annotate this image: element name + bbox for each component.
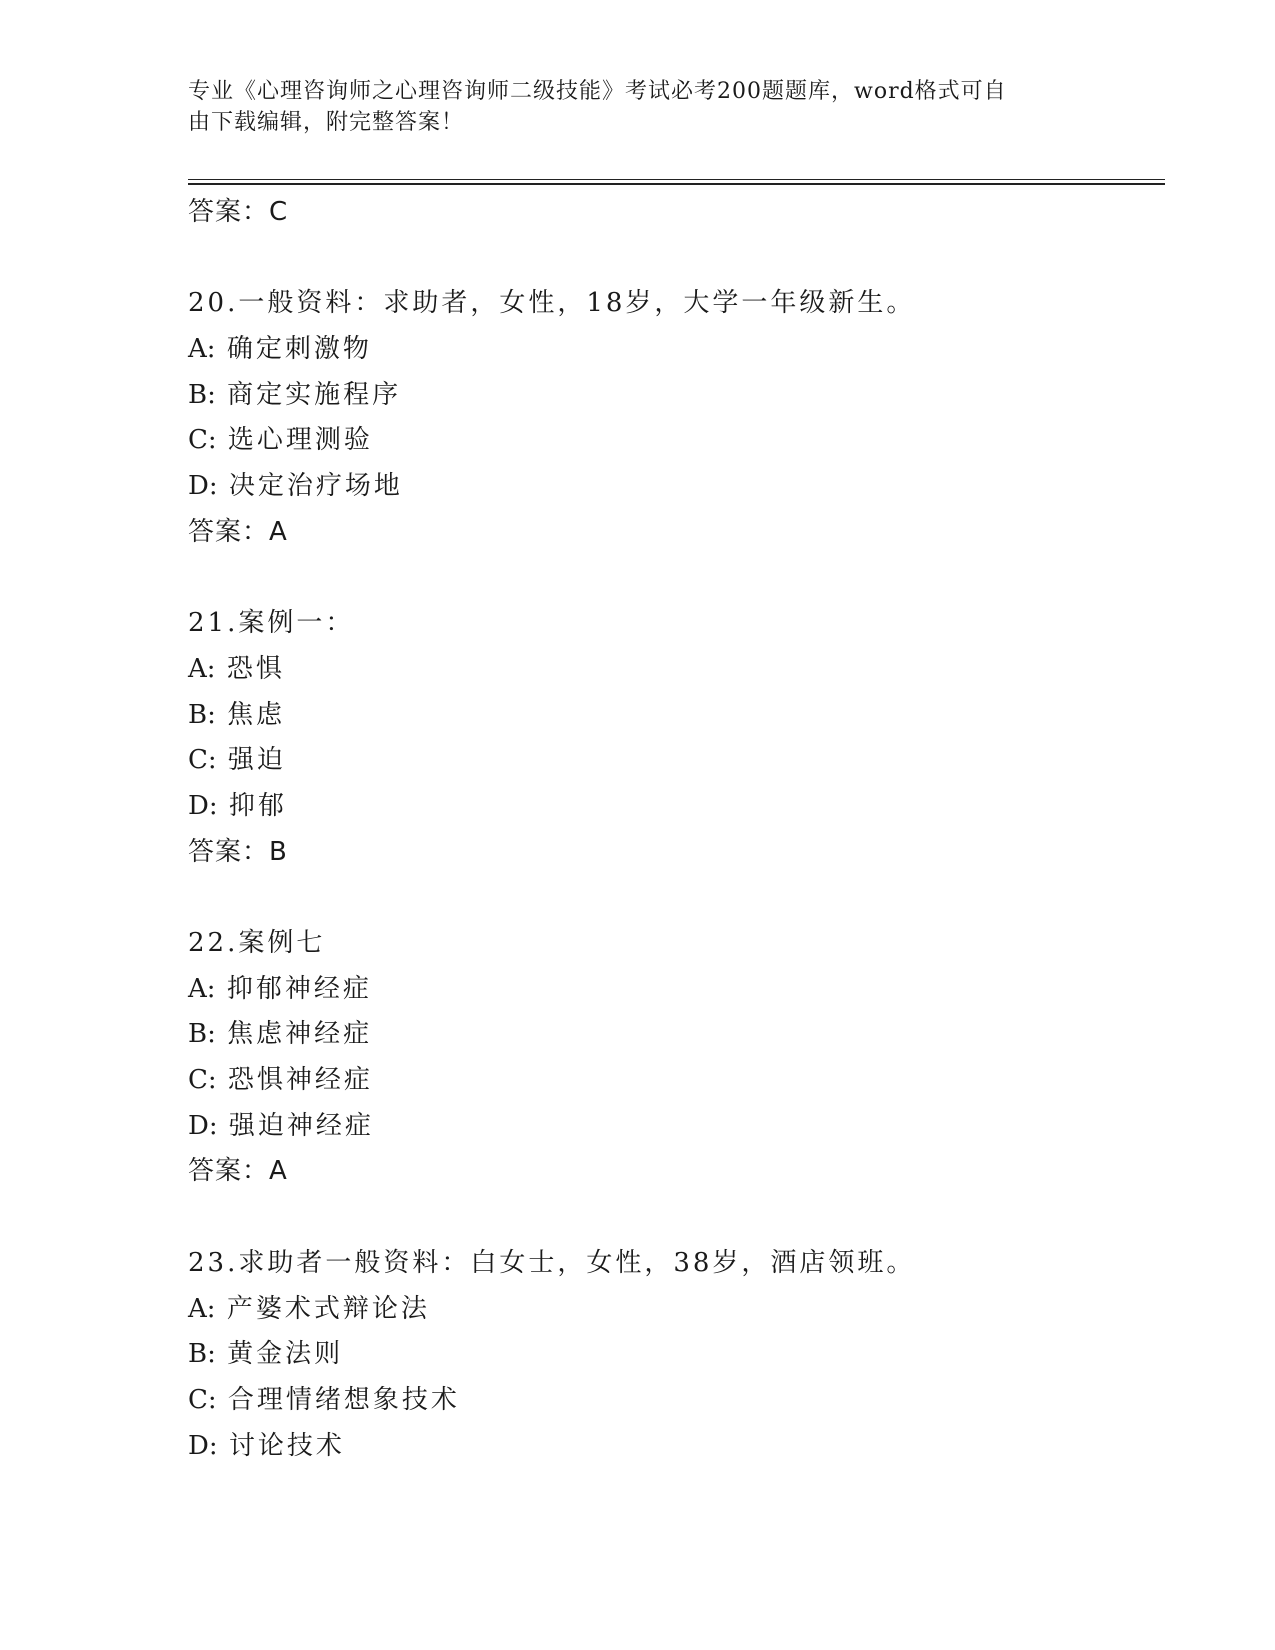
option-text: 选心理测验 [227, 425, 373, 456]
option-a [188, 647, 1165, 693]
question-stem: 21.案例一： [188, 608, 355, 639]
option-a [188, 327, 1165, 373]
option-c [188, 738, 1165, 784]
option-text: 讨论技术 [228, 1430, 345, 1461]
option-b [188, 373, 1165, 419]
header-rule-thick [188, 183, 1165, 185]
option-d [188, 1424, 1165, 1470]
question-block [188, 1241, 1165, 1469]
spacer [188, 875, 1165, 921]
option-text: 恐惧 [226, 653, 285, 684]
option-text: 抑郁神经症 [226, 973, 372, 1004]
question-list [188, 190, 1165, 1469]
header-intro-line-2: 由下载编辑，附完整答案！ [188, 110, 465, 135]
option-letter: B: [188, 1339, 216, 1370]
option-b [188, 693, 1165, 739]
option-letter: C: [188, 745, 217, 776]
question-answer [188, 510, 1165, 556]
option-text: 强迫 [227, 745, 286, 776]
previous-answer [188, 190, 1165, 236]
question-stem: 20.一般资料：求助者，女性，18岁，大学一年级新生。 [188, 288, 916, 319]
option-text: 强迫神经症 [228, 1110, 374, 1141]
answer-value: C [269, 197, 289, 227]
option-letter: B: [188, 699, 216, 730]
answer-label: 答案： [188, 1156, 270, 1187]
option-text: 合理情绪想象技术 [227, 1384, 460, 1415]
option-c [188, 1378, 1165, 1424]
option-letter: D: [188, 1430, 218, 1461]
option-letter: A: [188, 334, 216, 365]
option-letter: B: [188, 1019, 216, 1050]
answer-value: B [269, 836, 288, 867]
option-c [188, 418, 1165, 464]
question-answer [188, 1149, 1165, 1195]
question-block [188, 281, 1165, 555]
header-intro-line-1: 专业《心理咨询师之心理咨询师二级技能》考试必考200题题库，word格式可自 [188, 79, 1007, 104]
option-a [188, 967, 1165, 1013]
question-block [188, 601, 1165, 875]
option-text: 商定实施程序 [227, 379, 402, 410]
option-text: 焦虑神经症 [227, 1019, 373, 1050]
option-letter: C: [188, 425, 217, 456]
option-letter: A: [188, 973, 216, 1004]
option-c [188, 1058, 1165, 1104]
option-text: 产婆术式辩论法 [226, 1293, 430, 1324]
answer-label: 答案： [188, 197, 270, 227]
option-text: 恐惧神经症 [227, 1065, 373, 1096]
option-letter: D: [188, 790, 218, 821]
answer-value: A [269, 1156, 288, 1187]
option-a [188, 1287, 1165, 1333]
option-letter: A: [188, 653, 216, 684]
option-text: 焦虑 [227, 699, 286, 730]
header-rule-thin [188, 179, 1165, 180]
spacer [188, 236, 1165, 282]
option-text: 抑郁 [228, 790, 287, 821]
document-header [188, 76, 1068, 138]
option-letter: C: [188, 1384, 217, 1415]
option-text: 决定治疗场地 [228, 471, 403, 502]
question-answer [188, 830, 1165, 876]
answer-label: 答案： [188, 836, 270, 867]
spacer [188, 556, 1165, 602]
option-d [188, 464, 1165, 510]
option-text: 黄金法则 [227, 1339, 344, 1370]
option-letter: C: [188, 1065, 217, 1096]
option-letter: B: [188, 379, 216, 410]
question-block [188, 921, 1165, 1195]
question-stem: 23.求助者一般资料：白女士，女性，38岁，酒店领班。 [188, 1247, 916, 1278]
option-text: 确定刺激物 [226, 334, 372, 365]
option-d [188, 784, 1165, 830]
option-d [188, 1104, 1165, 1150]
answer-label: 答案： [188, 516, 270, 547]
option-b [188, 1332, 1165, 1378]
option-b [188, 1012, 1165, 1058]
spacer [188, 1195, 1165, 1241]
option-letter: D: [188, 471, 218, 502]
option-letter: D: [188, 1110, 218, 1141]
question-stem: 22.案例七 [188, 928, 326, 958]
option-letter: A: [188, 1293, 216, 1324]
answer-value: A [269, 516, 288, 547]
